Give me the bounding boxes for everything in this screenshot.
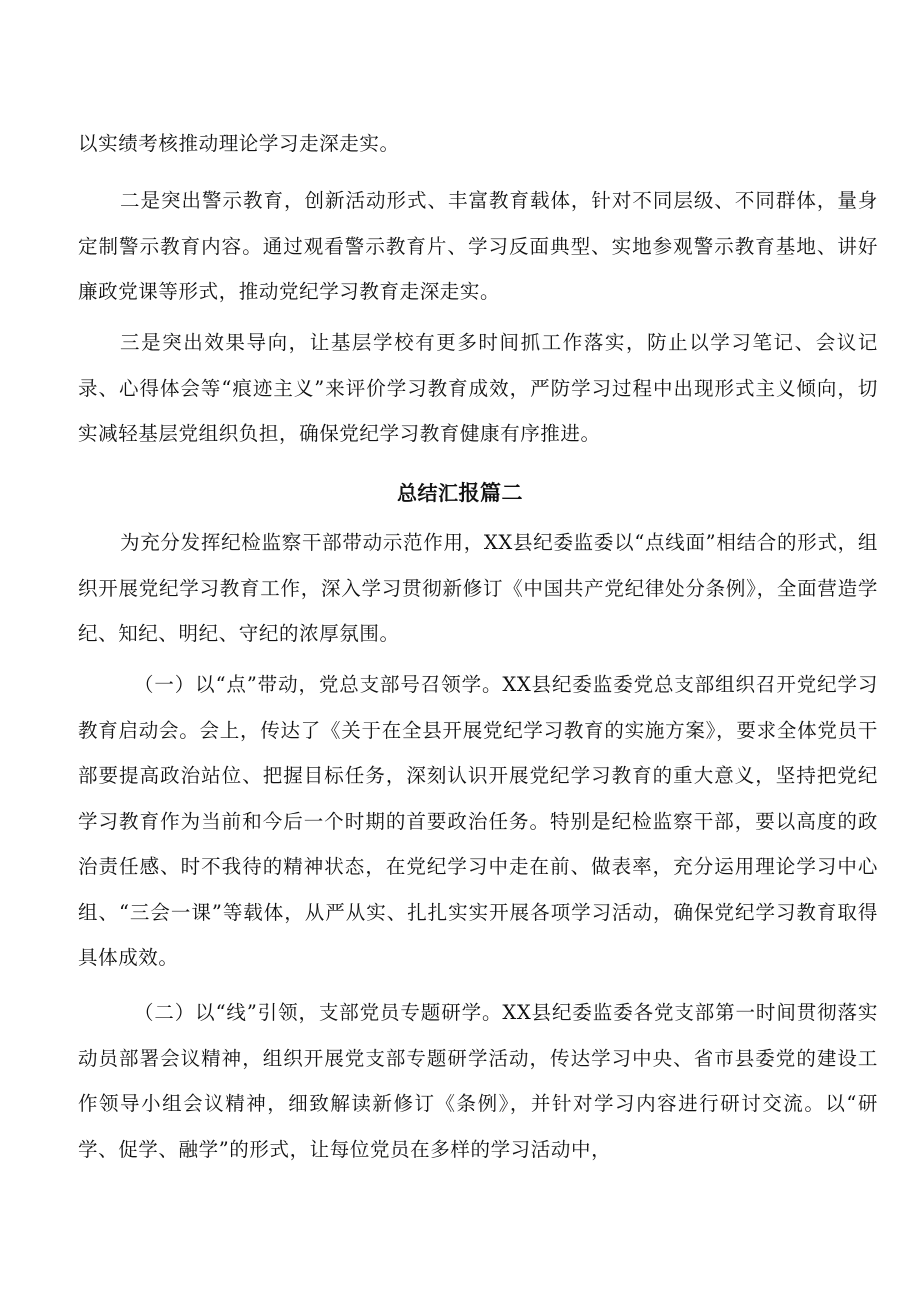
heading-bold-part: 报篇二 <box>458 481 523 505</box>
section-heading <box>0 470 920 516</box>
paragraph-theory-study-end: 以实绩考核推动理论学习走深走实。 <box>78 132 400 155</box>
paragraph-line-lead: （二）以“线”引领，支部党员专题研学。XX县纪委监委各党支部第一时间贯彻落实动员部署会议精神，组织开展党支部专题研学活动，传达学习中央、省市县委党的建设工作领导小组会议精神，细致解读新修订《条例》，并针对学习内容进行研讨交流。以“研学、促学、融学”的形式，让每位党员在多样的学习活动中， <box>78 1001 878 1161</box>
paragraph-effect-orientation: 三是突出效果导向，让基层学校有更多时间抓工作落实，防止以学习笔记、会议记录、心得体会等“痕迹主义”来评价学习教育成效，严防学习过程中出现形式主义倾向，切实减轻基层党组织负担，确保党纪学习教育健康有序推进。 <box>78 331 878 445</box>
paragraph-intro: 为充分发挥纪检监察干部带动示范作用，XX县纪委监委以“点线面”相结合的形式，组织开展党纪学习教育工作，深入学习贯彻新修订《中国共产党纪律处分条例》，全面营造学纪、知纪、明纪、守纪的浓厚氛围。 <box>78 531 878 645</box>
paragraph-warning-education: 二是突出警示教育，创新活动形式、丰富教育载体，针对不同层级、不同群体，量身定制警示教育内容。通过观看警示教育片、学习反面典型、实地参观警示教育基地、讲好廉政党课等形式，推动党纪学习教育走深走实。 <box>78 189 878 303</box>
paragraph-point-lead: （一）以“点”带动，党总支部号召领学。XX县纪委监委党总支部组织召开党纪学习教育启动会。会上，传达了《关于在全县开展党纪学习教育的实施方案》，要求全体党员干部要提高政治站位、把握目标任务，深刻认识开展党纪学习教育的重大意义，坚持把党纪学习教育作为当前和今后一个时期的首要政治任务。特别是纪检监察干部，要以高度的政治责任感、时不我待的精神状态，在党纪学习中走在前、做表率，充分运用理论学习中心组、“三会一课”等载体，从严从实、扎扎实实开展各项学习活动，确保党纪学习教育取得具体成效。 <box>78 673 878 969</box>
heading-normal-part: 总结汇 <box>397 481 459 505</box>
